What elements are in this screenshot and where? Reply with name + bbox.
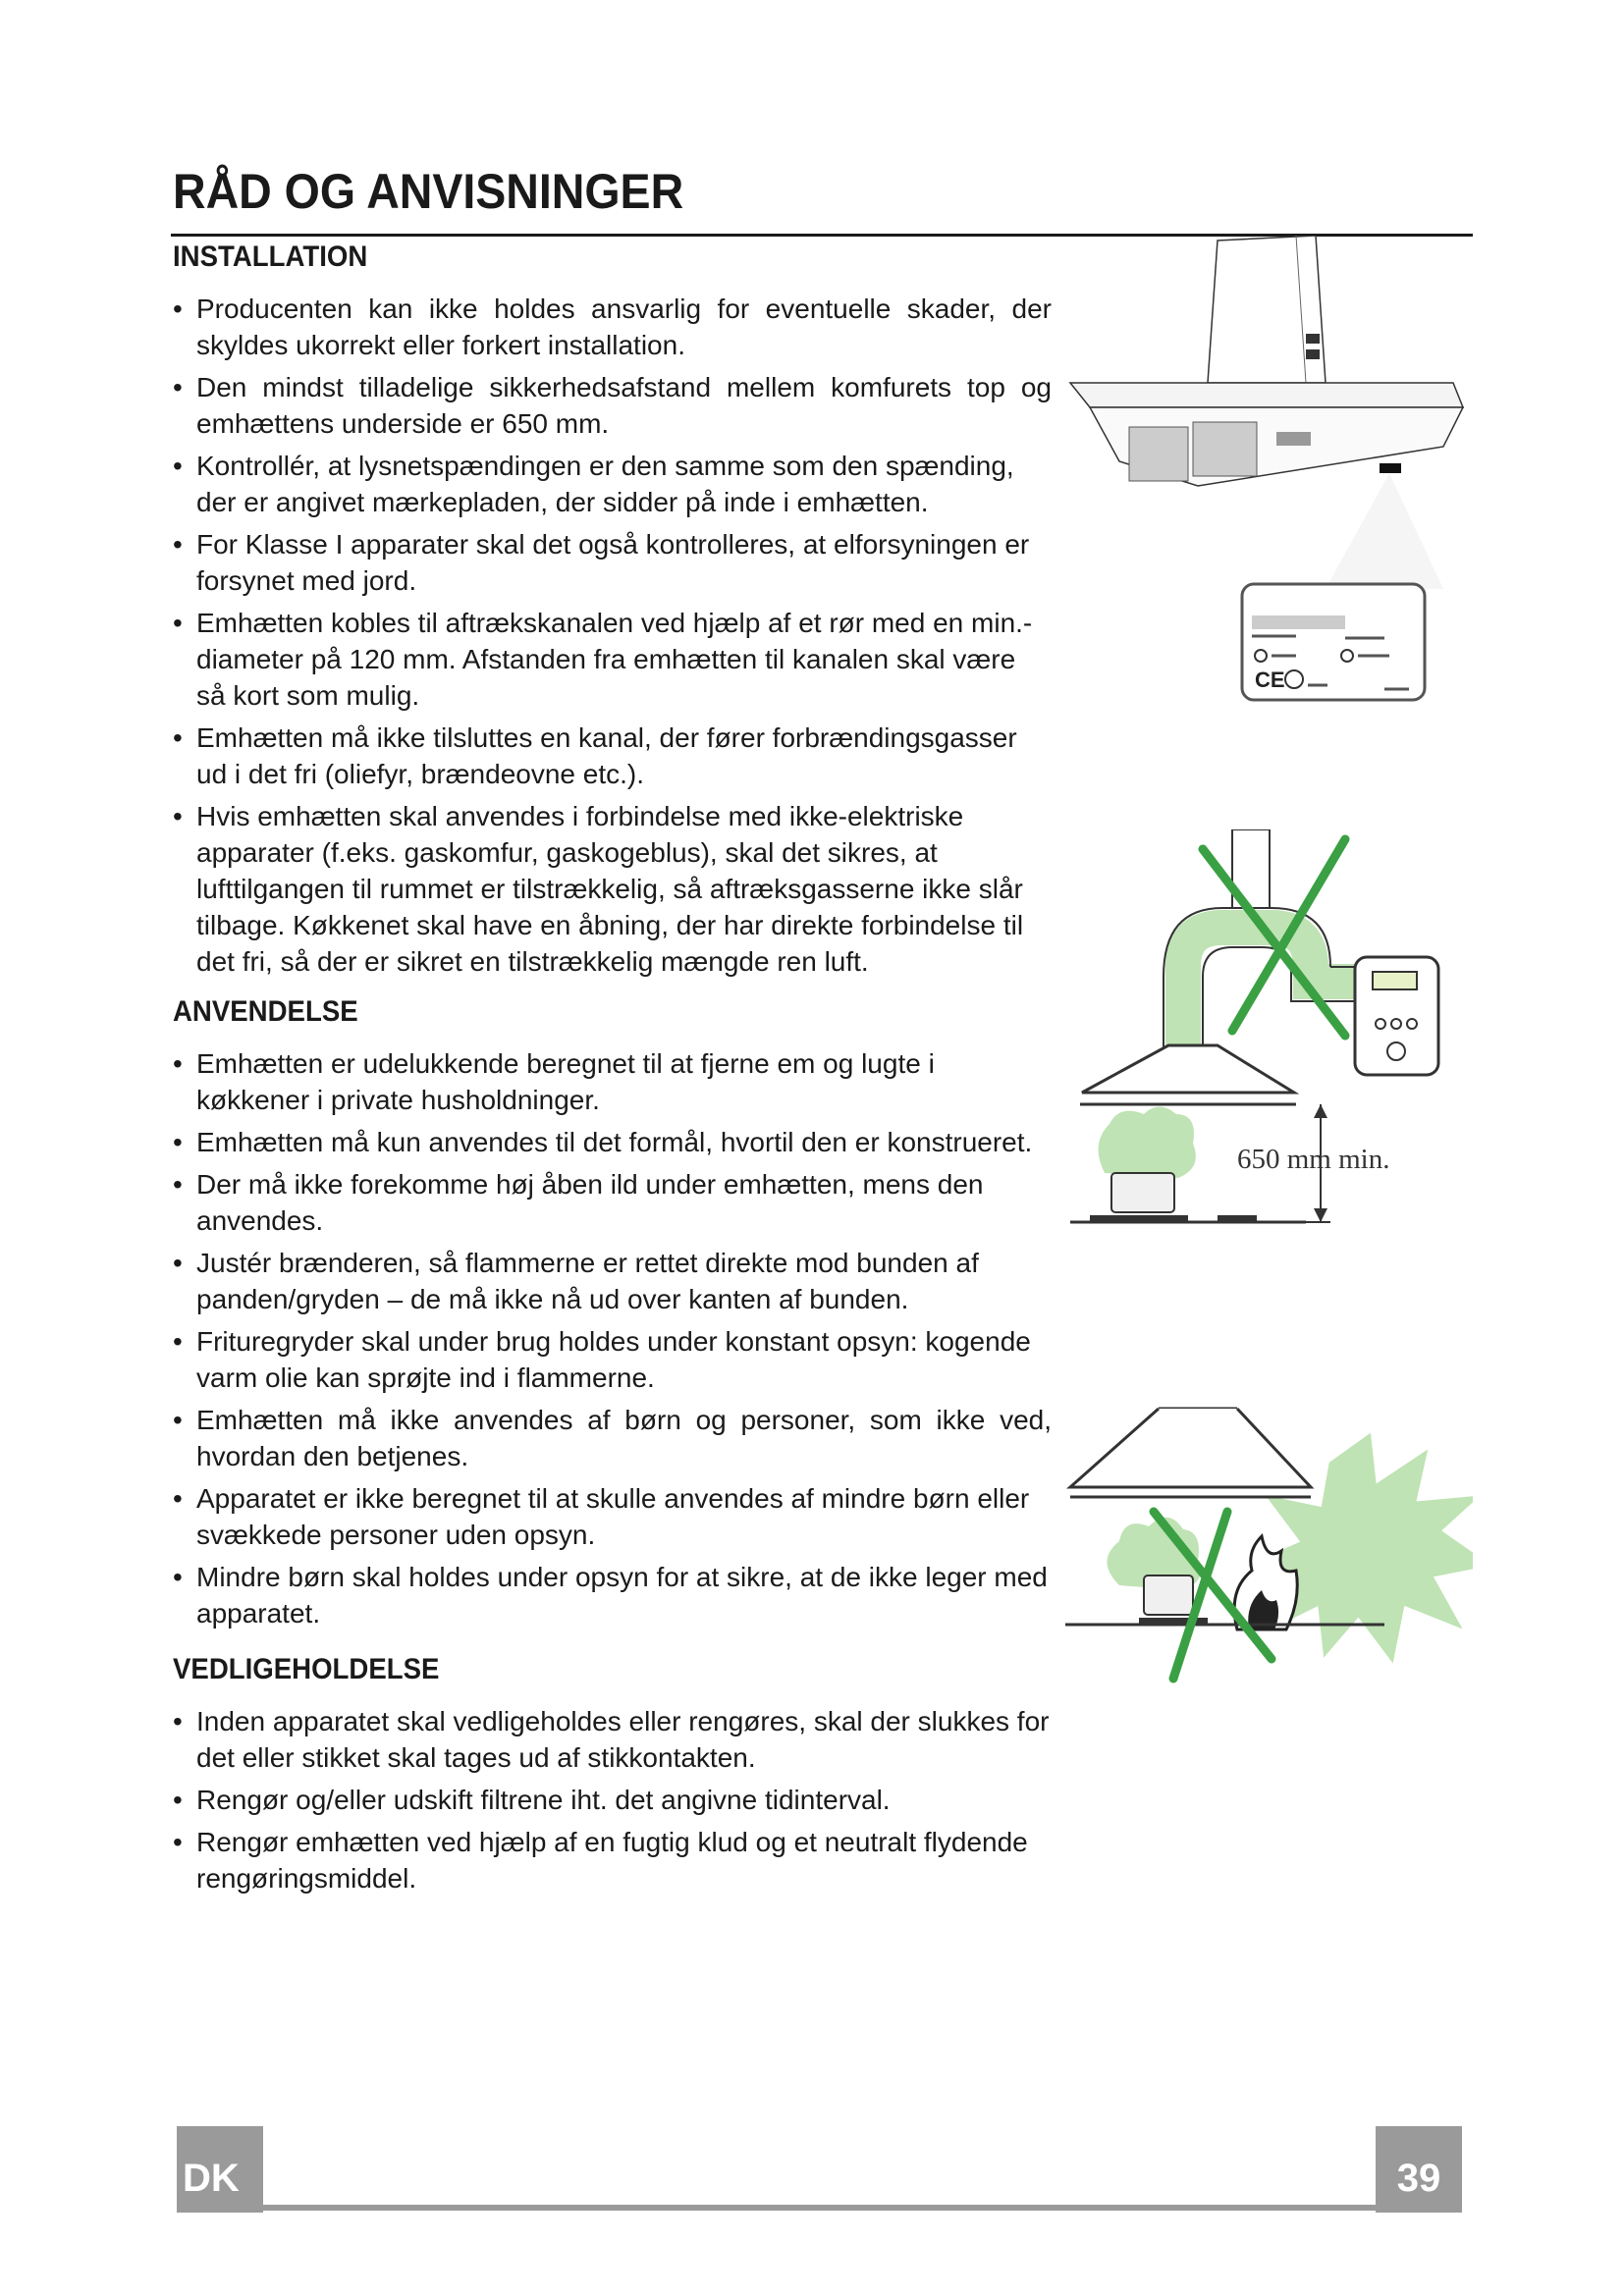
footer-rule	[177, 2205, 1462, 2211]
page-title: RÅD OG ANVISNINGER	[173, 164, 684, 219]
anvendelse-section	[173, 994, 1052, 1637]
list-item: • Justér brænderen, så flammerne er rettet direkte mod bunden af panden/gryden – de må ikke nå ud over kanten af bunden.	[173, 1245, 1052, 1317]
list-item: • Emhætten er udelukkende beregnet til at fjerne em og lugte i køkkener i private husholdninger.	[173, 1045, 1052, 1118]
list-item: • Rengør og/eller udskift filtrene iht. det angivne tidinterval.	[173, 1782, 1052, 1818]
installation-heading: INSTALLATION	[173, 240, 368, 273]
list-item: • Producenten kan ikke holdes ansvarlig for eventuelle skader, der skyldes ukorrekt eller forkert installation.	[173, 291, 1052, 363]
list-item: • Emhætten må ikke tilsluttes en kanal, der fører forbrændingsgasser ud i det fri (oliefyr, brændeovne etc.).	[173, 720, 1052, 792]
list-item: • Der må ikke forekomme høj åben ild under emhætten, mens den anvendes.	[173, 1166, 1052, 1239]
list-item: • Emhætten må kun anvendes til det formål, hvortil den er konstrueret.	[173, 1124, 1052, 1160]
list-item: • Den mindst tilladelige sikkerhedsafstand mellem komfurets top og emhættens underside er 650 mm.	[173, 369, 1052, 442]
hood-rating-plate-figure	[1060, 236, 1473, 717]
list-item: • Hvis emhætten skal anvendes i forbindelse med ikke-elektriske apparater (f.eks. gaskomfur, gaskogeblus), skal det sikres, at lufttilgangen til rummet er tilstrækkelig, så aftræksgasserne ikke slår tilbage. Køkkenet skal have en åbning, der har direkte forbindelse til det fri, så der er sikret en tilstrækkelig mængde ren luft.	[173, 798, 1052, 980]
list-item: • Inden apparatet skal vedligeholdes eller rengøres, skal der slukkes for det eller stikket skal tages ud af stikkontakten.	[173, 1703, 1052, 1776]
vedligeholdelse-section	[173, 1652, 1052, 1902]
list-item: • Emhætten må ikke anvendes af børn og personer, som ikke ved, hvordan den betjenes.	[173, 1402, 1052, 1474]
list-item: • Rengør emhætten ved hjælp af en fugtig klud og et neutralt flydende rengøringsmiddel.	[173, 1824, 1052, 1896]
anvendelse-heading: ANVENDELSE	[173, 995, 358, 1028]
language-badge: DK	[177, 2126, 263, 2213]
svg-text:CE: CE	[1255, 667, 1285, 692]
installation-list	[173, 291, 1052, 980]
page-number: 39	[1376, 2126, 1462, 2213]
distance-label: 650 mm min.	[1237, 1144, 1390, 1175]
list-item: • Apparatet er ikke beregnet til at skulle anvendes af mindre børn eller svækkede personer uden opsyn.	[173, 1480, 1052, 1553]
anvendelse-list	[173, 1045, 1052, 1631]
list-item: • For Klasse I apparater skal det også kontrolleres, at elforsyningen er forsynet med jord.	[173, 526, 1052, 599]
no-open-flame-figure	[1060, 1404, 1473, 1708]
flue-distance-figure	[1060, 829, 1473, 1237]
list-item: • Mindre børn skal holdes under opsyn for at sikre, at de ikke leger med apparatet.	[173, 1559, 1052, 1631]
list-item: • Frituregryder skal under brug holdes under konstant opsyn: kogende varm olie kan sprøjte ind i flammerne.	[173, 1323, 1052, 1396]
list-item: • Emhætten kobles til aftrækskanalen ved hjælp af et rør med en min.-diameter på 120 mm. Afstanden fra emhætten til kanalen skal være så kort som mulig.	[173, 605, 1052, 714]
vedligeholdelse-list	[173, 1703, 1052, 1896]
list-item: • Kontrollér, at lysnetspændingen er den samme som den spænding, der er angivet mærkepladen, der sidder på inde i emhætten.	[173, 448, 1052, 520]
vedligeholdelse-heading: VEDLIGEHOLDELSE	[173, 1653, 440, 1685]
installation-section	[173, 240, 1052, 986]
